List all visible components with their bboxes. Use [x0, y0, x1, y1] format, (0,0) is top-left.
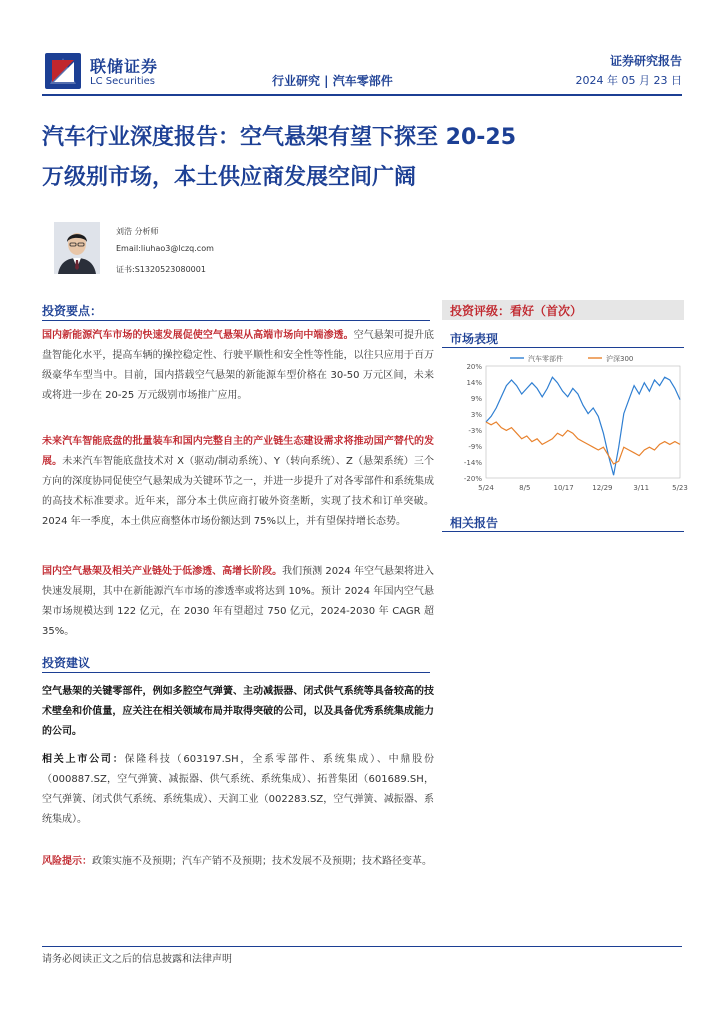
chart-x-tick-label: 5/23: [672, 484, 688, 492]
risk-warning: [42, 852, 434, 872]
summary-divider: [42, 320, 430, 321]
investment-rating: 投资评级：看好（首次）: [450, 304, 583, 318]
summary-paragraph-1: [42, 326, 434, 406]
advice-divider: [42, 672, 430, 673]
chart-y-tick-label: -9%: [468, 443, 482, 451]
market-performance-chart: [450, 350, 686, 496]
title-line-2: 万级别市场，本土供应商发展空间广阔: [42, 165, 417, 190]
summary-heading: 投资要点：: [42, 304, 103, 318]
chart-x-tick-label: 5/24: [478, 484, 494, 492]
summary-paragraph-2: [42, 432, 434, 532]
company-name-en: LC Securities: [90, 76, 156, 87]
summary-p3-body: 我们预测 2024 年空气悬架将进入快速发展期，其中在新能源汽车市场的渗透率或将达到 10%。预计 2024 年国内空气悬架市场规模达到 122 亿元，在 2030 年有望超过 750 亿元，2024-2030 年 CAGR 超 35%。: [42, 566, 434, 637]
chart-y-tick-label: -3%: [468, 427, 482, 435]
chart-y-tick-label: 14%: [466, 379, 482, 387]
chart-y-tick-label: 9%: [470, 395, 482, 403]
chart-y-tick-label: 20%: [466, 363, 482, 371]
summary-p3-highlight: 国内空气悬架及相关产业链处于低渗透、高增长阶段。: [42, 566, 283, 577]
chart-x-tick-label: 3/11: [633, 484, 650, 492]
advice-heading: 投资建议: [42, 656, 91, 670]
chart-legend-label: 沪深300: [606, 355, 634, 363]
chart-series-line-2: [486, 422, 680, 464]
summary-p2-body: 未来汽车智能底盘技术对 X（驱动/制动系统）、Y（转向系统）、Z（悬架系统）三个方向的深度协同促使空气悬架成为关键环节之一，并进一步提升了对各零部件和系统集成的高技术标准要求。近年来，部分本土供应商打破外资垄断，实现了技术和订单突破。2024 年一季度，本土供应商整体市场份额达到 75%以上，并有望保持增长态势。: [42, 456, 435, 527]
report-date: 2024 年 05 月 23 日: [575, 74, 682, 87]
related-reports-heading: 相关报告: [450, 516, 499, 530]
analyst-email[interactable]: Email:liuhao3@lczq.com: [116, 244, 214, 253]
report-type: 证券研究报告: [609, 54, 682, 68]
risk-label: 风险提示：: [42, 856, 92, 867]
analyst-cert: 证书:S1320523080001: [116, 265, 206, 274]
chart-y-tick-label: 3%: [470, 411, 482, 419]
footer-disclaimer: 请务必阅读正文之后的信息披露和法律声明: [42, 954, 232, 965]
analyst-avatar: [54, 222, 100, 274]
chart-legend-label: 汽车零部件: [528, 355, 563, 363]
listed-companies-label: 相关上市公司：: [42, 754, 125, 765]
related-reports-divider: [442, 531, 684, 532]
chart-x-tick-label: 10/17: [553, 484, 574, 492]
analyst-name: 刘浩 分析师: [116, 227, 159, 236]
advice-paragraph: 空气悬架的关键零部件，例如多腔空气弹簧、主动减振器、闭式供气系统等具备较高的技术壁垒和价值量，应关注在相关领域布局并取得突破的公司，以及具备优秀系统集成能力的公司。: [42, 686, 434, 737]
market-performance-divider: [442, 347, 684, 348]
company-name-cn: 联储证券: [90, 57, 159, 76]
chart-y-tick-label: -14%: [463, 459, 482, 467]
summary-p2-highlight: 未来汽车智能底盘的批量装车和国内完整自主的产业链生态建设需求将推动国产替代的发展。: [42, 436, 434, 467]
header-divider: [42, 94, 682, 96]
report-title: [42, 118, 682, 198]
summary-paragraph-3: [42, 562, 434, 642]
chart-y-tick-label: -20%: [463, 475, 482, 483]
market-performance-heading: 市场表现: [450, 332, 499, 346]
industry-tags: 行业研究 | 汽车零部件: [272, 74, 393, 88]
listed-companies: [42, 750, 434, 830]
title-line-1: 汽车行业深度报告：空气悬架有望下探至 20-25: [42, 125, 517, 150]
footer-divider: [42, 946, 682, 947]
listed-companies-body: 保隆科技（603197.SH，全系零部件、系统集成）、中鼎股份（000887.SZ，空气弹簧、减振器、供气系统、系统集成）、拓普集团（601689.SH，空气弹簧、闭式供气系统、系统集成）、天润工业（002283.SZ，空气弹簧、减振器、系统集成）。: [42, 754, 434, 825]
chart-series-line-1: [486, 377, 680, 475]
company-logo-icon: [44, 52, 82, 90]
chart-x-tick-label: 12/29: [592, 484, 613, 492]
summary-p1-body: 空气悬架可提升底盘智能化水平，提高车辆的操控稳定性、行驶平顺性和安全性等性能，以往只应用于百万级豪华车型当中。目前，国内搭载空气悬架的新能源车型价格在 30-50 万元区间，未来或将进一步在 20-25 万元级别市场推广应用。: [42, 330, 435, 401]
summary-p1-highlight: 国内新能源汽车市场的快速发展促使空气悬架从高端市场向中端渗透。: [42, 330, 354, 341]
risk-body: 政策实施不及预期；汽车产销不及预期；技术发展不及预期；技术路径变革。: [92, 856, 432, 867]
chart-plot-frame: [486, 366, 680, 478]
chart-x-tick-label: 8/5: [519, 484, 531, 492]
